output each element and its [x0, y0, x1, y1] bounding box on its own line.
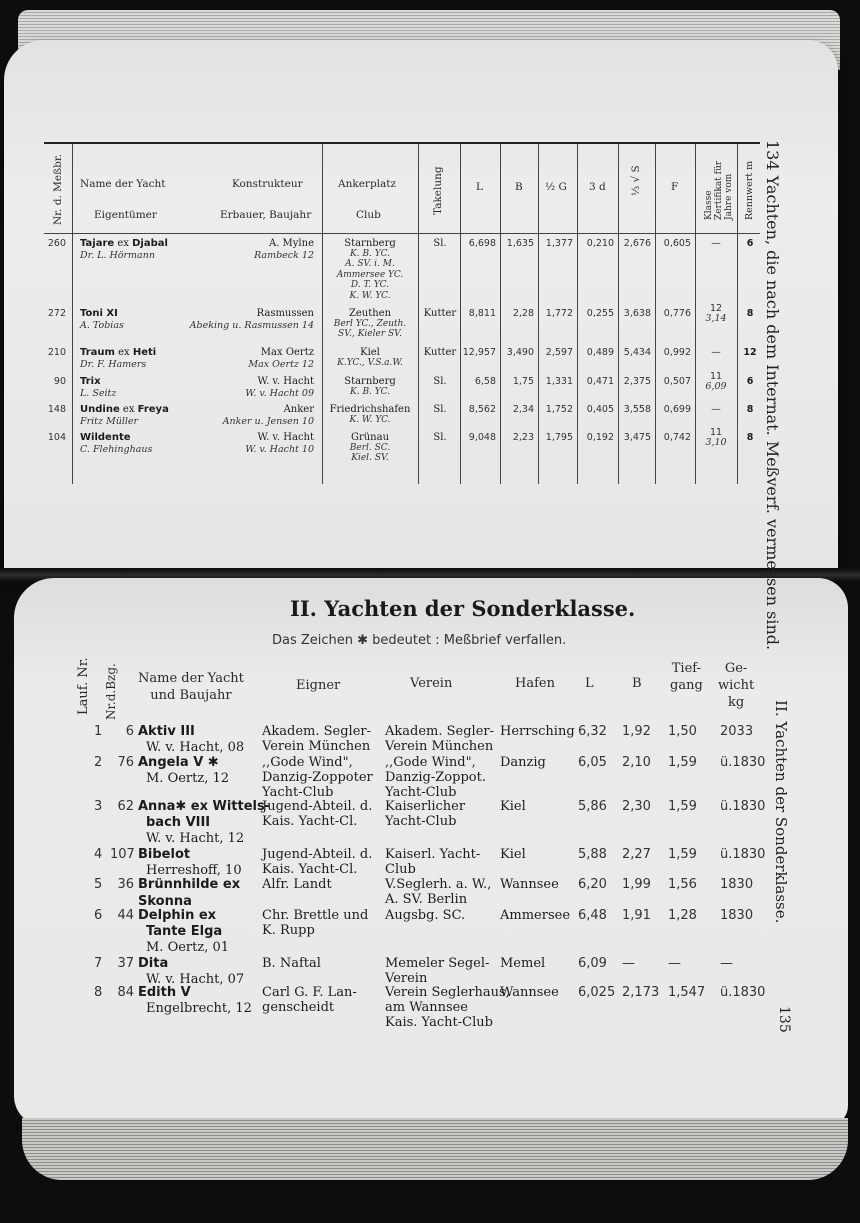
row-owner: Carl G. F. Lan-: [262, 985, 357, 1000]
row-nr: 104: [47, 432, 66, 443]
row-anchor-line: K. W. YC.: [349, 414, 391, 425]
row-builder: Engelbrecht, 12: [146, 1001, 252, 1016]
row-anchor-line: Starnberg: [344, 376, 396, 387]
row-rig: Sl.: [433, 432, 447, 443]
row-B: 2,23: [512, 432, 534, 443]
row-F: 0,776: [663, 308, 691, 319]
row-B: 1,99: [622, 877, 651, 892]
row-name: [80, 404, 169, 415]
row-anchor-line: Berl. SC.: [349, 442, 391, 453]
header-harbour: Hafen: [515, 676, 555, 691]
section-title: II. Yachten der Sonderklasse.: [290, 596, 636, 621]
row-owner: genscheidt: [262, 1000, 335, 1015]
row-anchor-line: SV., Kieler SV.: [338, 329, 402, 339]
row-owner: Jugend-Abteil. d.: [262, 847, 373, 862]
row-builder: W. v. Hacht, 08: [146, 740, 245, 755]
row-half-G: 1,772: [545, 308, 573, 319]
row-nr: 260: [47, 238, 66, 249]
row-yacht-name: bach VIII: [146, 815, 211, 830]
lower-side-title: II. Yachten der Sonderklasse.: [772, 700, 790, 924]
row-rig: Sl.: [433, 376, 447, 387]
row-owner: C. Flehinghaus: [80, 444, 153, 455]
row-yacht-name: Bibelot: [138, 847, 191, 862]
row-club: Augsbg. SC.: [385, 908, 466, 923]
row-rennwert: 8: [746, 308, 754, 319]
row-builder: M. Oertz, 01: [146, 940, 230, 955]
row-L: 5,86: [578, 799, 607, 814]
row-designer: A. Mylne: [268, 238, 314, 249]
row-weight: ü.1830: [720, 755, 766, 770]
row-owner: Kais. Yacht-Cl.: [262, 862, 358, 877]
row-owner: Kais. Yacht-Cl.: [262, 814, 358, 829]
header-L: L: [585, 676, 594, 691]
row-club: Kais. Yacht-Club: [385, 1015, 493, 1030]
row-draft: —: [668, 956, 681, 971]
row-F: 0,699: [663, 404, 691, 415]
row-rennwert: 6: [746, 238, 754, 249]
header-half-G: ½ G: [545, 181, 567, 193]
row-harbour: Wannsee: [500, 985, 559, 1000]
row-L: 6,20: [578, 877, 607, 892]
row-designer: Rasmussen: [256, 308, 314, 319]
row-builder: W. v. Hacht 09: [245, 388, 314, 399]
row-B: 2,34: [512, 404, 534, 415]
row-club: Kaiserlicher: [385, 799, 466, 814]
row-yacht-name: Angela V ✱: [138, 755, 219, 770]
row-klasse: —: [711, 347, 721, 358]
row-lauf-nr: 2: [94, 755, 103, 770]
row-yacht-name: Skonna: [138, 894, 192, 909]
page-edges-bottom: [22, 1118, 848, 1180]
former-name: Heti: [132, 347, 157, 358]
row-weight: 2033: [720, 724, 754, 739]
row-builder: W. v. Hacht, 12: [146, 831, 245, 846]
row-draft: 1,28: [668, 908, 697, 923]
row-root-S: 2,676: [623, 238, 651, 249]
row-nr: 90: [53, 376, 66, 387]
row-yacht-name: Tante Elga: [146, 924, 223, 939]
header-weight-line: wicht: [718, 678, 755, 693]
header-club: Verein: [410, 676, 453, 691]
row-name: [80, 432, 131, 443]
row-half-G: 2,597: [545, 347, 573, 358]
header-weight-line: kg: [727, 695, 745, 710]
row-yacht-name: Delphin ex: [138, 908, 217, 923]
row-designer: Max Oertz: [260, 347, 314, 358]
header-name-baujahr: [138, 670, 244, 704]
header-owner: Eigner: [296, 678, 341, 693]
row-lauf-nr: 1: [94, 724, 103, 739]
row-rennwert: 6: [746, 376, 754, 387]
row-weight: —: [720, 956, 733, 971]
header-weight-line: Ge-: [724, 661, 748, 676]
row-nr: 272: [47, 308, 66, 319]
column-divider: [418, 144, 419, 484]
header-L: L: [476, 181, 483, 193]
row-rig: Kutter: [423, 308, 457, 319]
row-name: [80, 347, 156, 358]
row-L: 6,698: [468, 238, 496, 249]
row-3d: 0,192: [586, 432, 614, 443]
header-name: Name der Yacht: [80, 178, 166, 190]
row-owner: Yacht-Club: [262, 785, 334, 800]
header-weight: [718, 660, 754, 711]
row-nr-bzg: 62: [117, 799, 134, 814]
row-weight: ü.1830: [720, 799, 766, 814]
header-nr: Nr. d. Meßbr.: [52, 153, 64, 225]
ex-label: ex: [119, 404, 138, 415]
row-half-G: 1,795: [545, 432, 573, 443]
row-yacht-name: Dita: [138, 956, 169, 971]
row-draft: 1,547: [668, 985, 706, 1000]
row-yacht-name: Aktiv III: [138, 724, 195, 739]
row-B: 2,28: [512, 308, 534, 319]
row-owner: L. Seitz: [80, 388, 117, 399]
header-root-S: ⅓ √ S: [630, 165, 642, 196]
row-L: 6,025: [578, 985, 616, 1000]
header-B: B: [632, 676, 642, 691]
row-harbour: Kiel: [500, 799, 526, 814]
row-club: Akadem. Segler-: [385, 724, 495, 739]
row-club: Memeler Segel-: [385, 956, 490, 971]
row-anchor-line: K. W. YC.: [349, 290, 391, 301]
row-owner: Danzig-Zoppoter: [262, 770, 373, 785]
header-name-line: Name der Yacht: [138, 671, 244, 686]
header-draft: [670, 660, 703, 694]
row-nr: 148: [47, 404, 66, 415]
row-root-S: 5,434: [623, 347, 651, 358]
row-club: ,,Gode Wind",: [385, 755, 476, 770]
row-weight: ü.1830: [720, 847, 766, 862]
row-anchor-line: Grünau: [350, 432, 390, 443]
row-L: 6,32: [578, 724, 607, 739]
row-3d: 0,255: [586, 308, 614, 319]
upper-side-title: 134 Yachten, die nach dem Internat. Meßverf. vermessen sind.: [763, 140, 782, 651]
column-divider: [737, 144, 738, 484]
row-nr-bzg: 36: [117, 877, 134, 892]
row-builder: Abeking u. Rasmussen 14: [189, 320, 314, 331]
row-club: V.Seglerh. a. W.,: [385, 877, 492, 892]
row-club: Verein: [385, 971, 428, 986]
row-klasse: —: [711, 404, 721, 415]
yacht-name: Traum: [80, 347, 115, 358]
row-klasse: —: [711, 238, 721, 249]
row-nr-bzg: 6: [125, 724, 134, 739]
header-club: Club: [356, 209, 381, 221]
ex-label: ex: [114, 347, 133, 358]
header-rig: Takelung: [432, 166, 444, 215]
row-klasse: 3,14: [705, 313, 727, 324]
header-klasse: Klasse Zertifikat für Jahre vom: [704, 160, 734, 220]
row-harbour: Memel: [500, 956, 546, 971]
header-draft-line: Tief-: [671, 661, 702, 676]
header-name-line: und Baujahr: [150, 688, 232, 703]
row-owner: B. Naftal: [262, 956, 321, 971]
row-builder: M. Oertz, 12: [146, 771, 230, 786]
row-3d: 0,489: [586, 347, 614, 358]
yacht-name: Wildente: [80, 432, 131, 443]
former-name: Djabal: [132, 238, 168, 249]
row-anchor-line: Berl YC., Zeuth.: [333, 318, 407, 329]
row-anchor-line: Zeuthen: [348, 308, 392, 319]
row-3d: 0,210: [586, 238, 614, 249]
row-builder: Anker u. Jensen 10: [222, 416, 314, 427]
header-owner: Eigentümer: [94, 209, 157, 221]
row-anchor-line: K.YC., V.S.a.W.: [337, 357, 403, 368]
row-anchor-line: K. B. YC.: [350, 386, 390, 397]
row-F: 0,605: [663, 238, 691, 249]
table-top-rule: [44, 142, 760, 144]
row-klasse: 11: [709, 427, 723, 438]
yacht-name: Toni XI: [80, 308, 118, 319]
row-builder: W. v. Hacht, 07: [146, 972, 245, 987]
row-klasse: 6,09: [705, 381, 727, 392]
row-club: Yacht-Club: [385, 785, 457, 800]
page-number: 135: [776, 1006, 792, 1033]
row-F: 0,992: [663, 347, 691, 358]
row-half-G: 1,752: [545, 404, 573, 415]
row-lauf-nr: 8: [94, 985, 103, 1000]
row-B: 1,91: [622, 908, 651, 923]
row-anchor-line: Ammersee YC.: [336, 269, 404, 280]
row-club: Danzig-Zoppot.: [385, 770, 486, 785]
yacht-name: Undine: [80, 404, 120, 415]
row-lauf-nr: 7: [94, 956, 103, 971]
row-owner: Akadem. Segler-: [262, 724, 372, 739]
row-L: 8,811: [468, 308, 496, 319]
row-club: Verein Seglerhaus,: [385, 985, 510, 1000]
row-B: 2,30: [622, 799, 651, 814]
row-lauf-nr: 6: [94, 908, 103, 923]
row-yacht-name: Anna✱ ex Wittels-: [138, 799, 271, 814]
column-divider: [695, 144, 696, 484]
row-builder: W. v. Hacht 10: [245, 444, 314, 455]
row-lauf-nr: 4: [94, 847, 103, 862]
row-owner: K. Rupp: [262, 923, 315, 938]
row-owner: Fritz Müller: [80, 416, 139, 427]
former-name: Freya: [137, 404, 169, 415]
row-anchor-line: Starnberg: [344, 238, 396, 249]
row-rennwert: 12: [743, 347, 757, 358]
row-half-G: 1,331: [545, 376, 573, 387]
header-builder: Erbauer, Baujahr: [220, 209, 312, 221]
row-anchor-line: Kiel. SV.: [351, 453, 389, 463]
row-weight: 1830: [720, 877, 754, 892]
row-nr-bzg: 107: [110, 847, 135, 862]
row-L: 8,562: [468, 404, 496, 415]
row-club: Verein München: [385, 739, 494, 754]
header-nr-bzg: Nr.d.Bzg.: [104, 663, 118, 720]
row-L: 6,05: [578, 755, 607, 770]
ex-label: ex: [114, 238, 133, 249]
row-F: 0,742: [663, 432, 691, 443]
row-yacht-name: Brünnhilde ex: [138, 877, 241, 892]
row-draft: 1,59: [668, 847, 697, 862]
row-3d: 0,405: [586, 404, 614, 415]
row-L: 5,88: [578, 847, 607, 862]
row-klasse: 11: [709, 371, 723, 382]
row-rennwert: 8: [746, 432, 754, 443]
row-yacht-name: Edith V: [138, 985, 191, 1000]
row-designer: W. v. Hacht: [257, 376, 314, 387]
header-B: B: [515, 181, 523, 193]
row-B: 1,635: [506, 238, 534, 249]
row-klasse: 3,10: [705, 437, 727, 448]
header-draft-line: gang: [670, 678, 703, 693]
row-root-S: 3,475: [623, 432, 651, 443]
row-L: 6,58: [474, 376, 496, 387]
row-owner: Dr. L. Hörmann: [80, 250, 155, 261]
row-owner: ,,Gode Wind",: [262, 755, 353, 770]
row-root-S: 3,638: [623, 308, 651, 319]
row-F: 0,507: [663, 376, 691, 387]
row-club: Yacht-Club: [385, 814, 457, 829]
row-anchor-line: A. SV. i. M.: [345, 259, 395, 269]
row-owner: Dr. F. Hamers: [80, 359, 147, 370]
row-L: 6,48: [578, 908, 607, 923]
row-nr-bzg: 84: [117, 985, 134, 1000]
yacht-name: Trix: [80, 376, 101, 387]
header-3d: 3 d: [589, 181, 606, 193]
row-harbour: Herrsching: [500, 724, 575, 739]
header-lauf-nr: Lauf. Nr.: [76, 657, 91, 715]
row-anchor-line: K. B. YC.: [350, 248, 390, 259]
row-owner: Chr. Brettle und: [262, 908, 369, 923]
row-draft: 1,56: [668, 877, 697, 892]
header-anchor: Ankerplatz: [338, 178, 397, 190]
row-nr-bzg: 44: [117, 908, 134, 923]
row-B: 1,92: [622, 724, 651, 739]
row-3d: 0,471: [586, 376, 614, 387]
row-harbour: Wannsee: [500, 877, 559, 892]
row-root-S: 2,375: [623, 376, 651, 387]
row-harbour: Ammersee: [500, 908, 571, 923]
row-L: 6,09: [578, 956, 607, 971]
row-builder: Herreshoff, 10: [146, 863, 242, 878]
row-rig: Kutter: [423, 347, 457, 358]
row-designer: Anker: [283, 404, 314, 415]
row-owner: Alfr. Landt: [262, 877, 332, 892]
row-club: A. SV. Berlin: [385, 892, 468, 907]
row-lauf-nr: 3: [94, 799, 103, 814]
row-B: 1,75: [512, 376, 534, 387]
row-club: Kaiserl. Yacht-: [385, 847, 481, 862]
row-anchor-line: D. T. YC.: [350, 280, 390, 290]
row-nr: 210: [47, 347, 66, 358]
yacht-name: Tajare: [80, 238, 115, 249]
header-F: F: [671, 181, 679, 193]
row-B: 2,10: [622, 755, 651, 770]
row-half-G: 1,377: [545, 238, 573, 249]
row-harbour: Kiel: [500, 847, 526, 862]
column-divider: [460, 144, 461, 484]
header-rennwert: Rennwert m: [744, 160, 755, 220]
row-B: 3,490: [506, 347, 534, 358]
row-rig: Sl.: [433, 404, 447, 415]
row-harbour: Danzig: [500, 755, 546, 770]
row-owner: A. Tobias: [80, 320, 124, 331]
column-divider: [322, 144, 323, 484]
row-lauf-nr: 5: [94, 877, 103, 892]
row-builder: Max Oertz 12: [248, 359, 314, 370]
row-builder: Rambeck 12: [254, 250, 314, 261]
section-subtitle: Das Zeichen ✱ bedeutet : Meßbrief verfallen.: [272, 633, 567, 648]
row-designer: W. v. Hacht: [257, 432, 314, 443]
row-root-S: 3,558: [623, 404, 651, 415]
row-nr-bzg: 76: [117, 755, 134, 770]
row-weight: 1830: [720, 908, 754, 923]
row-owner: Verein München: [262, 739, 371, 754]
header-designer: Konstrukteur: [232, 178, 303, 190]
row-owner: Jugend-Abteil. d.: [262, 799, 373, 814]
row-name: [80, 376, 101, 387]
header-rule: [44, 233, 760, 234]
row-name: [80, 238, 168, 249]
row-rig: Sl.: [433, 238, 447, 249]
row-L: 9,048: [468, 432, 496, 443]
row-klasse: 12: [709, 303, 723, 314]
row-club: Club: [385, 862, 416, 877]
row-name: [80, 308, 118, 319]
column-divider: [72, 144, 73, 484]
row-nr-bzg: 37: [117, 956, 134, 971]
row-draft: 1,59: [668, 755, 697, 770]
row-draft: 1,59: [668, 799, 697, 814]
row-B: —: [622, 956, 635, 971]
row-weight: ü.1830: [720, 985, 766, 1000]
row-anchor-line: Friedrichshafen: [329, 404, 411, 415]
row-L: 12,957: [462, 347, 496, 358]
row-B: 2,27: [622, 847, 651, 862]
row-draft: 1,50: [668, 724, 697, 739]
row-anchor-line: Kiel: [360, 347, 380, 358]
row-club: am Wannsee: [385, 1000, 468, 1015]
row-rennwert: 8: [746, 404, 754, 415]
row-B: 2,173: [622, 985, 660, 1000]
